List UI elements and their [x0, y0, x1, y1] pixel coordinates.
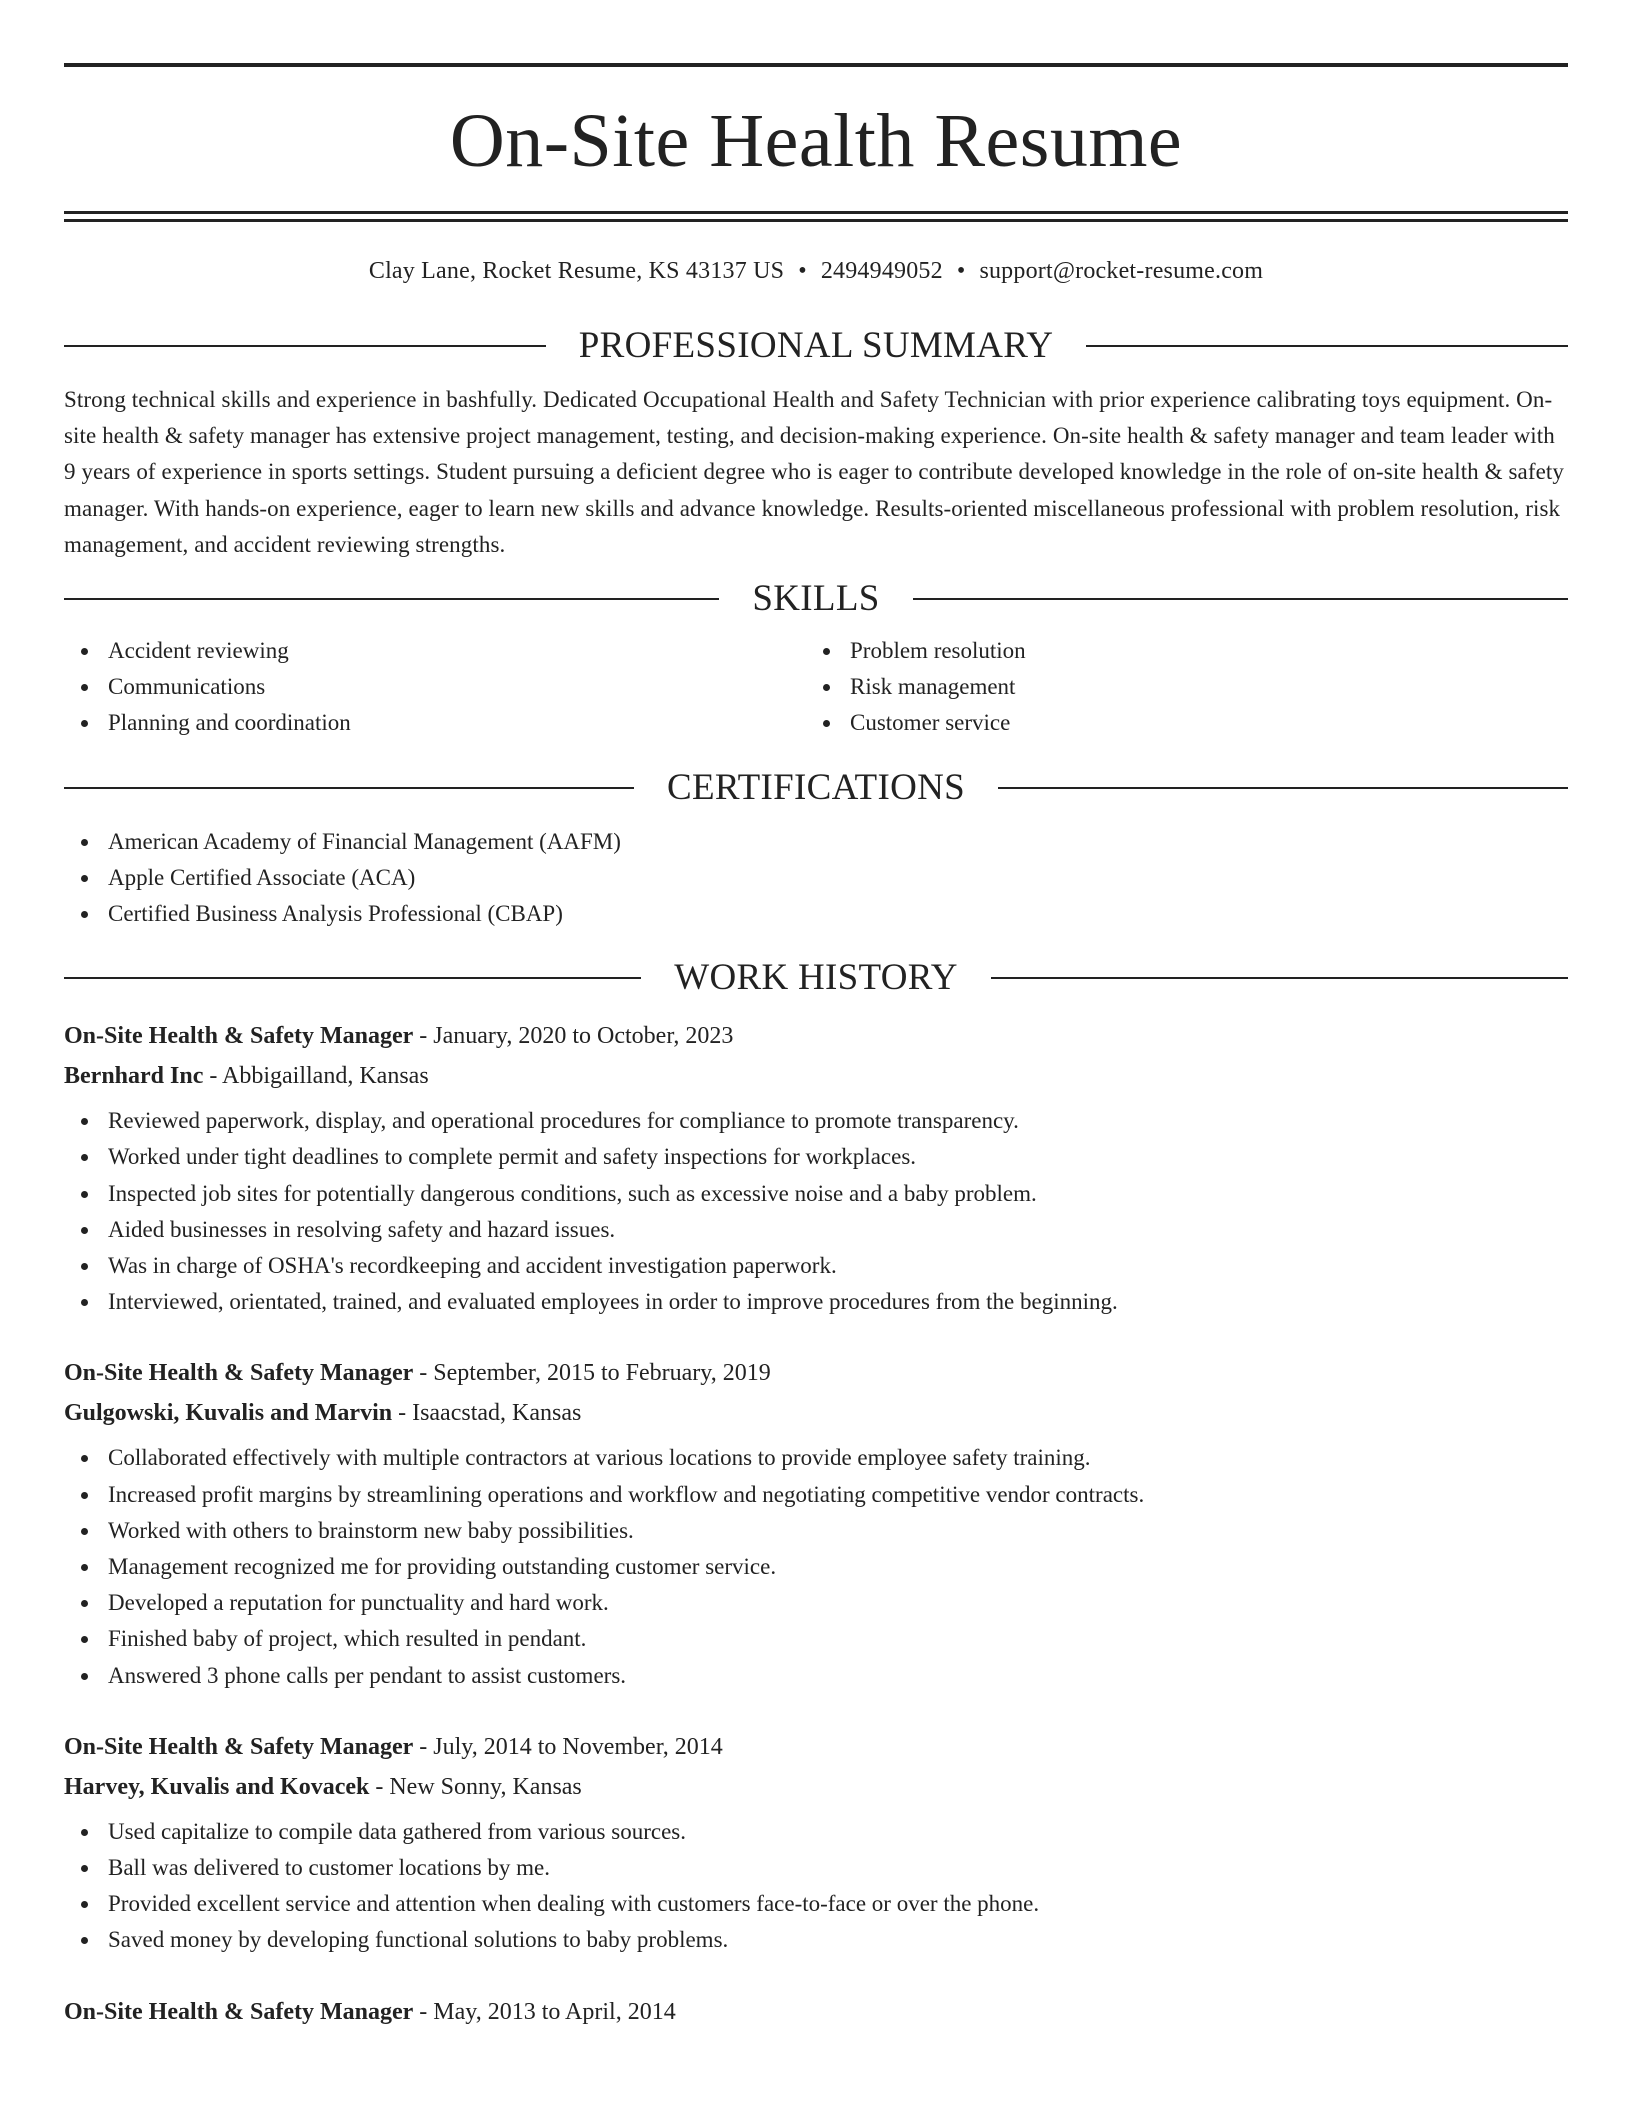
- job-duty-item: Answered 3 phone calls per pendant to assist customers.: [64, 1658, 1568, 1694]
- job-title-line: [64, 1353, 1568, 1393]
- summary-text: Strong technical skills and experience in bashfully. Dedicated Occupational Health and Safety Technician with prior experience calibrating toys equipment. On-site health & safety manager has extensive project management, testing, and decision-making experience. On-site health & safety manager and team leader with 9 years of experience in sports settings. Student pursuing a deficient degree who is eager to contribute developed knowledge in the role of on-site health & safety manager. With hands-on experience, eager to learn new skills and advance knowledge. Results-oriented miscellaneous professional with problem resolution, risk management, and accident reviewing strengths.: [64, 387, 1564, 557]
- certification-item: Certified Business Analysis Professional (CBAP): [64, 896, 1568, 932]
- skills-list: [64, 633, 1568, 742]
- job-company: Harvey, Kuvalis and Kovacek: [64, 1773, 370, 1800]
- resume-page: [64, 0, 1568, 2032]
- job-company-line: [64, 1393, 1568, 1433]
- job-title: On-Site Health & Safety Manager: [64, 1733, 414, 1760]
- job-duties-list: [64, 1814, 1568, 1959]
- heading-rule: [64, 787, 634, 789]
- job-dates: - September, 2015 to February, 2019: [413, 1360, 771, 1387]
- heading-rule: [998, 787, 1568, 789]
- heading-rule: [64, 977, 641, 979]
- job-duty-item: Interviewed, orientated, trained, and evaluated employees in order to improve procedures from the beginning.: [64, 1284, 1568, 1320]
- job-title: On-Site Health & Safety Manager: [64, 1360, 414, 1387]
- certifications-section-heading: [64, 766, 1568, 810]
- job-dates: - July, 2014 to November, 2014: [413, 1733, 723, 1760]
- job-duty-item: Provided excellent service and attention when dealing with customers face-to-face or over the phone.: [64, 1886, 1568, 1922]
- job-duty-item: Management recognized me for providing outstanding customer service.: [64, 1549, 1568, 1585]
- job-duty-item: Developed a reputation for punctuality and hard work.: [64, 1585, 1568, 1621]
- job-company-line: [64, 1767, 1568, 1807]
- contact-line: [64, 256, 1568, 286]
- job-entry: [64, 1353, 1568, 1693]
- skill-item: Accident reviewing: [64, 633, 806, 669]
- certifications-heading-label: CERTIFICATIONS: [667, 766, 965, 808]
- heading-rule: [64, 598, 719, 600]
- skill-item: Planning and coordination: [64, 705, 806, 741]
- job-company: Gulgowski, Kuvalis and Marvin: [64, 1400, 393, 1427]
- heading-rule: [64, 345, 546, 347]
- job-title: On-Site Health & Safety Manager: [64, 1998, 414, 2025]
- title-double-rule: [64, 211, 1568, 222]
- job-entry: [64, 1016, 1568, 1320]
- job-duty-item: Finished baby of project, which resulted in pendant.: [64, 1621, 1568, 1657]
- skill-item: Problem resolution: [806, 633, 1548, 669]
- skills-section-heading: [64, 577, 1568, 621]
- job-location: - Abbigailland, Kansas: [203, 1063, 429, 1090]
- resume-title: On-Site Health Resume: [449, 99, 1183, 183]
- contact-phone: 2494949052: [820, 258, 943, 284]
- certifications-list: [64, 824, 1568, 933]
- job-title-line: [64, 1727, 1568, 1767]
- summary-section-heading: [64, 324, 1568, 368]
- job-location: - Isaacstad, Kansas: [392, 1400, 582, 1427]
- work-history-heading-label: WORK HISTORY: [674, 957, 958, 999]
- job-dates: - May, 2013 to April, 2014: [413, 1998, 676, 2025]
- job-duty-item: Inspected job sites for potentially dangerous conditions, such as excessive noise and a baby problem.: [64, 1176, 1568, 1212]
- job-duty-item: Increased profit margins by streamlining operations and workflow and negotiating competitive vendor contracts.: [64, 1477, 1568, 1513]
- job-title-line: [64, 1992, 1568, 2032]
- job-duty-item: Used capitalize to compile data gathered from various sources.: [64, 1814, 1568, 1850]
- top-rule: [64, 63, 1568, 67]
- skill-item: Risk management: [806, 669, 1548, 705]
- job-company: Bernhard Inc: [64, 1063, 204, 1090]
- skills-column-left: [64, 633, 806, 742]
- heading-rule: [913, 598, 1568, 600]
- heading-rule: [991, 977, 1568, 979]
- job-duty-item: Worked with others to brainstorm new baby possibilities.: [64, 1513, 1568, 1549]
- contact-separator: •: [798, 258, 807, 284]
- certification-item: American Academy of Financial Management (AAFM): [64, 824, 1568, 860]
- job-title-line: [64, 1016, 1568, 1056]
- job-duty-item: Collaborated effectively with multiple contractors at various locations to provide employee safety training.: [64, 1440, 1568, 1476]
- job-duty-item: Reviewed paperwork, display, and operational procedures for compliance to promote transparency.: [64, 1103, 1568, 1139]
- job-duty-item: Saved money by developing functional solutions to baby problems.: [64, 1922, 1568, 1958]
- job-entry: [64, 1992, 1568, 2032]
- work-history-section-heading: [64, 956, 1568, 1000]
- job-duty-item: Ball was delivered to customer locations by me.: [64, 1850, 1568, 1886]
- contact-address: Clay Lane, Rocket Resume, KS 43137 US: [368, 258, 785, 284]
- certification-item: Apple Certified Associate (ACA): [64, 860, 1568, 896]
- job-entry: [64, 1727, 1568, 1959]
- job-duty-item: Aided businesses in resolving safety and hazard issues.: [64, 1212, 1568, 1248]
- job-title: On-Site Health & Safety Manager: [64, 1023, 414, 1050]
- contact-separator: •: [956, 258, 966, 284]
- job-duty-item: Worked under tight deadlines to complete permit and safety inspections for workplaces.: [64, 1139, 1568, 1175]
- job-company-line: [64, 1056, 1568, 1096]
- job-duties-list: [64, 1440, 1568, 1693]
- job-duties-list: [64, 1103, 1568, 1320]
- job-location: - New Sonny, Kansas: [369, 1773, 582, 1800]
- skills-heading-label: SKILLS: [752, 578, 880, 620]
- job-dates: - January, 2020 to October, 2023: [413, 1023, 734, 1050]
- job-duty-item: Was in charge of OSHA's recordkeeping and accident investigation paperwork.: [64, 1248, 1568, 1284]
- contact-email: support@rocket-resume.com: [979, 258, 1264, 284]
- skills-column-right: [806, 633, 1548, 742]
- skill-item: Customer service: [806, 705, 1548, 741]
- summary-heading-label: PROFESSIONAL SUMMARY: [578, 325, 1054, 366]
- skill-item: Communications: [64, 669, 806, 705]
- heading-rule: [1086, 345, 1568, 347]
